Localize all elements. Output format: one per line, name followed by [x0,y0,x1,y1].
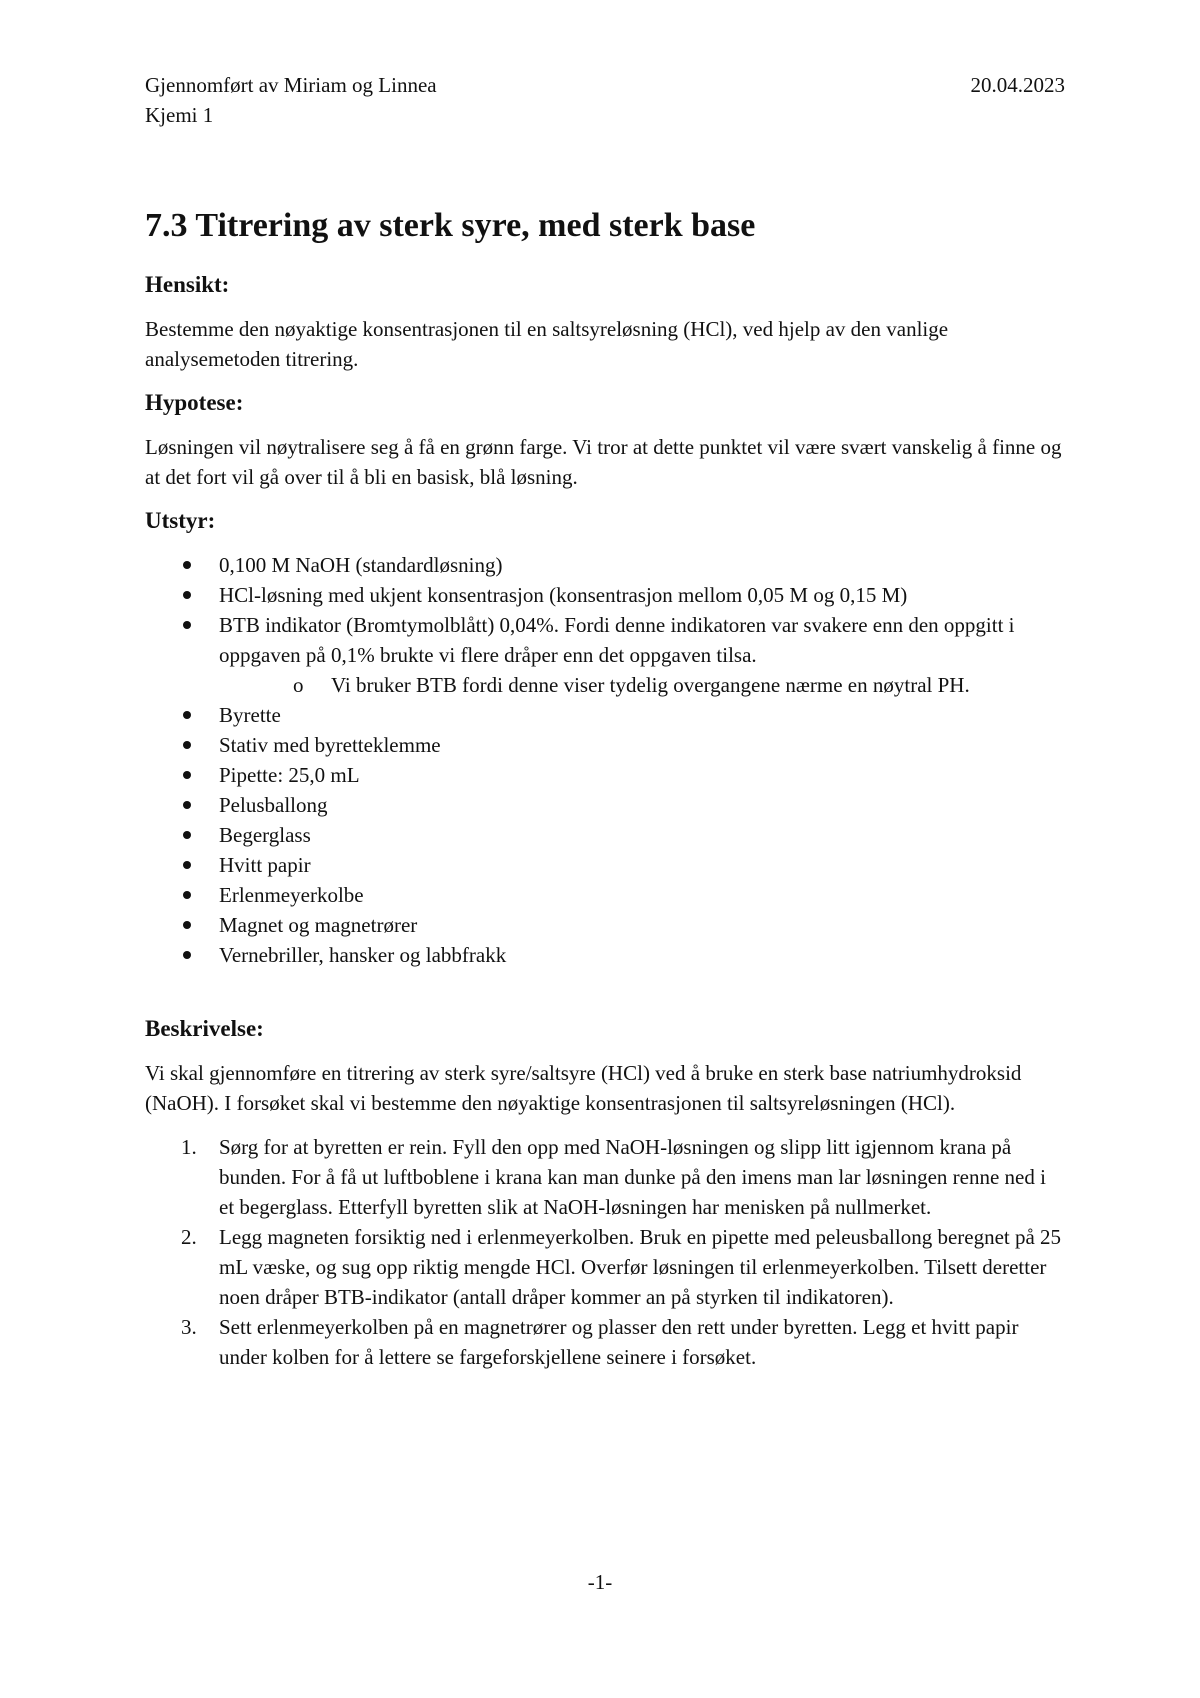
step-number: 1. [181,1135,197,1159]
step-text: Sett erlenmeyerkolben på en magnetrører og plasser den rett under byretten. Legg et hvitt papir under kolben for å lettere se fargeforskjellene seinere i forsøket. [219,1315,1019,1369]
equipment-item: Stativ med byretteklemme [145,730,1065,760]
equipment-item: Pipette: 25,0 mL [145,760,1065,790]
equipment-list [145,550,1065,970]
equipment-sublist [219,670,1065,700]
section-heading-utstyr: Utstyr: [145,508,216,533]
equipment-item: Byrette [145,700,1065,730]
step-number: 3. [181,1315,197,1339]
section-heading-hensikt: Hensikt: [145,272,230,297]
header-course: Kjemi 1 [145,103,214,127]
equipment-item: Erlenmeyerkolbe [145,880,1065,910]
equipment-item: Magnet og magnetrører [145,910,1065,940]
equipment-item-text: BTB indikator (Bromtymolblått) 0,04%. Fordi denne indikatoren var svakere enn den oppgitt i oppgaven på 0,1% brukte vi flere dråper enn det oppgaven tilsa. [219,613,1015,667]
document-body [145,204,1065,1372]
equipment-item: Hvitt papir [145,850,1065,880]
page-header [145,70,1065,130]
procedure-step [145,1312,1065,1372]
procedure-steps [145,1132,1065,1372]
equipment-item: 0,100 M NaOH (standardløsning) [145,550,1065,580]
header-authors: Gjennomført av Miriam og Linnea [145,73,437,97]
page-number: -1- [587,1570,613,1594]
section-text-hensikt: Bestemme den nøyaktige konsentrasjonen til en saltsyreløsning (HCl), ved hjelp av den vanlige analysemetoden titrering. [145,317,949,371]
equipment-item: Begerglass [145,820,1065,850]
step-text: Legg magneten forsiktig ned i erlenmeyerkolben. Bruk en pipette med peleusballong beregnet på 25 mL væske, og sug opp riktig mengde HCl. Overfør løsningen til erlenmeyerkolben. Tilsett deretter noen dråper BTB-indikator (antall dråper kommer an på styrken til indikatoren). [219,1225,1062,1309]
document-title: 7.3 Titrering av sterk syre, med sterk base [145,207,756,244]
equipment-item: Pelusballong [145,790,1065,820]
equipment-subitem: o Vi bruker BTB fordi denne viser tydelig overgangene nærme en nøytral PH. [257,670,1065,700]
section-text-beskrivelse: Vi skal gjennomføre en titrering av sterk syre/saltsyre (HCl) ved å bruke en sterk base natriumhydroksid (NaOH). I forsøket skal vi bestemme den nøyaktige konsentrasjonen til saltsyreløsningen (HCl). [145,1061,1022,1115]
header-row [145,70,1065,100]
equipment-item: Vernebriller, hansker og labbfrakk [145,940,1065,970]
step-text: Sørg for at byretten er rein. Fyll den opp med NaOH-løsningen og slipp litt igjennom krana på bunden. For å få ut luftboblene i krana kan man dunke på den imens man lar løsningen renne ned i et begerglass. Etterfyll byretten slik at NaOH-løsningen har menisken på nullmerket. [219,1135,1046,1219]
section-text-hypotese: Løsningen vil nøytralisere seg å få en grønn farge. Vi tror at dette punktet vil være svært vanskelig å finne og at det fort vil gå over til å bli en basisk, blå løsning. [145,435,1062,489]
procedure-step [145,1132,1065,1222]
section-heading-beskrivelse: Beskrivelse: [145,1016,264,1041]
section-heading-hypotese: Hypotese: [145,390,244,415]
equipment-item [145,610,1065,700]
equipment-item: HCl-løsning med ukjent konsentrasjon (konsentrasjon mellom 0,05 M og 0,15 M) [145,580,1065,610]
header-date: 20.04.2023 [970,73,1065,97]
procedure-step [145,1222,1065,1312]
step-number: 2. [181,1225,197,1249]
